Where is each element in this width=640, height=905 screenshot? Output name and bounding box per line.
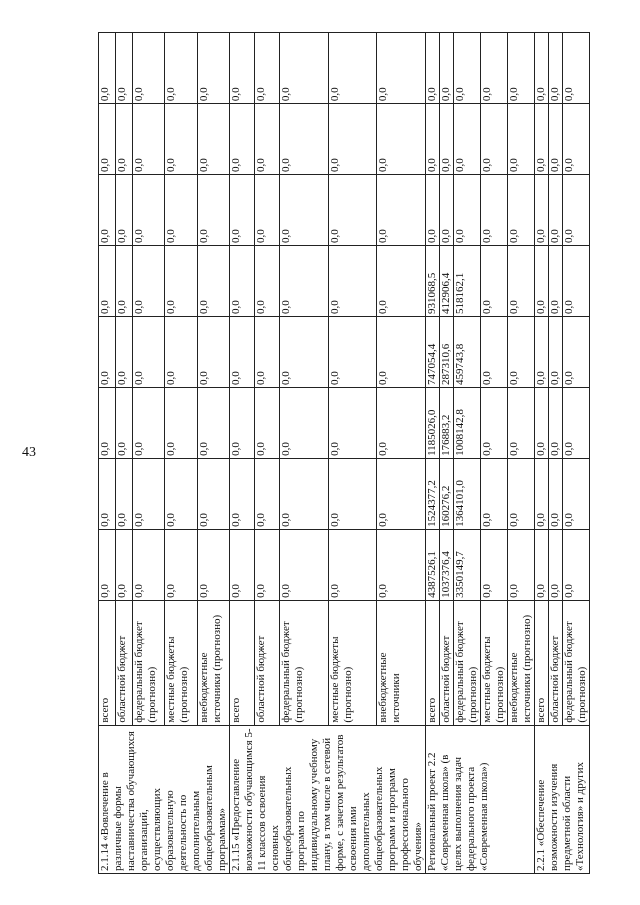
value-cell: 0,0 <box>377 387 426 458</box>
value-cell: 0,0 <box>563 175 590 246</box>
value-cell: 0,0 <box>197 175 230 246</box>
funding-source-cell: федеральный бюджет (прогнозно) <box>132 600 164 725</box>
value-cell: 0,0 <box>230 104 255 175</box>
value-cell: 1037376,4 <box>440 529 454 600</box>
value-cell: 0,0 <box>549 316 563 387</box>
value-cell: 0,0 <box>328 458 377 529</box>
value-cell: 0,0 <box>280 458 329 529</box>
program-name-cell: Региональный проект 2.2 «Современная школа» (в целях выполнения задач федерального проекта «Современная школа») <box>426 725 535 873</box>
value-cell: 0,0 <box>535 316 549 387</box>
value-cell: 0,0 <box>377 33 426 104</box>
value-cell: 0,0 <box>165 458 197 529</box>
value-cell: 0,0 <box>197 104 230 175</box>
value-cell: 0,0 <box>481 33 508 104</box>
value-cell: 0,0 <box>230 246 255 317</box>
table-row <box>230 33 255 874</box>
value-cell: 0,0 <box>132 246 164 317</box>
value-cell: 1524377,2 <box>426 458 440 529</box>
value-cell: 0,0 <box>549 104 563 175</box>
value-cell: 0,0 <box>481 529 508 600</box>
value-cell: 0,0 <box>549 175 563 246</box>
value-cell: 0,0 <box>280 33 329 104</box>
funding-source-cell: местные бюджеты (прогнозно) <box>328 600 377 725</box>
value-cell: 0,0 <box>115 529 132 600</box>
value-cell: 0,0 <box>377 316 426 387</box>
table-row <box>535 33 549 874</box>
funding-source-cell: областной бюджет <box>115 600 132 725</box>
funding-source-cell: всего <box>426 600 440 725</box>
value-cell: 0,0 <box>115 246 132 317</box>
value-cell: 0,0 <box>508 529 535 600</box>
value-cell: 0,0 <box>508 458 535 529</box>
value-cell: 0,0 <box>328 175 377 246</box>
value-cell: 931068,5 <box>426 246 440 317</box>
funding-source-cell: местные бюджеты (прогнозно) <box>165 600 197 725</box>
value-cell: 0,0 <box>535 33 549 104</box>
value-cell: 0,0 <box>99 175 116 246</box>
value-cell: 0,0 <box>165 104 197 175</box>
funding-source-cell: всего <box>99 600 116 725</box>
funding-source-cell: федеральный бюджет (прогнозно) <box>280 600 329 725</box>
value-cell: 0,0 <box>328 316 377 387</box>
value-cell: 0,0 <box>115 387 132 458</box>
value-cell: 0,0 <box>197 529 230 600</box>
value-cell: 0,0 <box>481 458 508 529</box>
value-cell: 0,0 <box>230 175 255 246</box>
value-cell: 0,0 <box>165 316 197 387</box>
value-cell: 0,0 <box>165 387 197 458</box>
value-cell: 0,0 <box>563 246 590 317</box>
value-cell: 0,0 <box>508 316 535 387</box>
value-cell: 0,0 <box>549 529 563 600</box>
value-cell: 176883,2 <box>440 387 454 458</box>
value-cell: 0,0 <box>132 175 164 246</box>
value-cell: 0,0 <box>535 458 549 529</box>
value-cell: 1185026,0 <box>426 387 440 458</box>
value-cell: 0,0 <box>563 316 590 387</box>
value-cell: 0,0 <box>255 316 280 387</box>
funding-source-cell: внебюджетные источники (прогнозно) <box>508 600 535 725</box>
value-cell: 1008142,8 <box>454 387 481 458</box>
value-cell: 0,0 <box>377 458 426 529</box>
value-cell: 0,0 <box>115 175 132 246</box>
value-cell: 0,0 <box>328 246 377 317</box>
value-cell: 0,0 <box>230 316 255 387</box>
table-row <box>99 33 116 874</box>
value-cell: 0,0 <box>99 529 116 600</box>
program-name-cell: 2.2.1 «Обеспечение возможности изучения предметной области «Технология» и других <box>535 725 590 873</box>
value-cell: 0,0 <box>377 529 426 600</box>
value-cell: 0,0 <box>454 33 481 104</box>
value-cell: 0,0 <box>255 104 280 175</box>
funding-source-cell: местные бюджеты (прогнозно) <box>481 600 508 725</box>
value-cell: 0,0 <box>99 387 116 458</box>
table-row <box>426 33 440 874</box>
value-cell: 0,0 <box>535 246 549 317</box>
funding-source-cell: областной бюджет <box>255 600 280 725</box>
value-cell: 0,0 <box>255 387 280 458</box>
value-cell: 0,0 <box>255 246 280 317</box>
value-cell: 0,0 <box>197 387 230 458</box>
value-cell: 0,0 <box>563 387 590 458</box>
funding-source-cell: внебюджетные источники (прогнозно) <box>197 600 230 725</box>
value-cell: 0,0 <box>481 387 508 458</box>
value-cell: 0,0 <box>115 33 132 104</box>
value-cell: 0,0 <box>230 529 255 600</box>
value-cell: 0,0 <box>165 175 197 246</box>
funding-source-cell: всего <box>230 600 255 725</box>
program-name-cell: 2.1.15 «Предоставление возможности обучающимся 5-11 классов освоения основных общеобразовательных программ по индивидуальному учебному плану, в том числе в сетевой форме, с зачетом результатов освоения ими дополнительных общеобразовательных программ и программ профессионального обучения» <box>230 725 426 873</box>
value-cell: 0,0 <box>197 33 230 104</box>
value-cell: 0,0 <box>132 529 164 600</box>
value-cell: 0,0 <box>535 387 549 458</box>
value-cell: 0,0 <box>377 175 426 246</box>
value-cell: 518162,1 <box>454 246 481 317</box>
value-cell: 0,0 <box>255 175 280 246</box>
value-cell: 0,0 <box>132 458 164 529</box>
value-cell: 0,0 <box>230 387 255 458</box>
value-cell: 0,0 <box>426 175 440 246</box>
value-cell: 0,0 <box>508 175 535 246</box>
value-cell: 0,0 <box>255 33 280 104</box>
value-cell: 0,0 <box>280 175 329 246</box>
value-cell: 0,0 <box>328 104 377 175</box>
value-cell: 0,0 <box>99 246 116 317</box>
value-cell: 0,0 <box>197 316 230 387</box>
value-cell: 0,0 <box>440 33 454 104</box>
rotated-table-area <box>98 32 588 874</box>
value-cell: 0,0 <box>426 104 440 175</box>
value-cell: 0,0 <box>132 316 164 387</box>
value-cell: 0,0 <box>132 33 164 104</box>
value-cell: 0,0 <box>549 33 563 104</box>
value-cell: 0,0 <box>377 104 426 175</box>
value-cell: 0,0 <box>280 104 329 175</box>
value-cell: 287310,6 <box>440 316 454 387</box>
funding-source-cell: внебюджетные источники <box>377 600 426 725</box>
value-cell: 0,0 <box>328 387 377 458</box>
funding-source-cell: областной бюджет <box>440 600 454 725</box>
value-cell: 0,0 <box>563 458 590 529</box>
value-cell: 0,0 <box>165 246 197 317</box>
budget-table <box>98 32 590 874</box>
value-cell: 0,0 <box>508 246 535 317</box>
value-cell: 0,0 <box>328 33 377 104</box>
value-cell: 0,0 <box>454 175 481 246</box>
value-cell: 0,0 <box>549 246 563 317</box>
value-cell: 0,0 <box>280 387 329 458</box>
value-cell: 0,0 <box>549 387 563 458</box>
value-cell: 0,0 <box>328 529 377 600</box>
value-cell: 0,0 <box>377 246 426 317</box>
value-cell: 0,0 <box>255 529 280 600</box>
value-cell: 0,0 <box>230 33 255 104</box>
value-cell: 3350149,7 <box>454 529 481 600</box>
value-cell: 0,0 <box>426 33 440 104</box>
funding-source-cell: федеральный бюджет (прогнозно) <box>454 600 481 725</box>
value-cell: 1364101,0 <box>454 458 481 529</box>
value-cell: 0,0 <box>440 175 454 246</box>
value-cell: 0,0 <box>280 246 329 317</box>
value-cell: 0,0 <box>280 529 329 600</box>
value-cell: 0,0 <box>99 316 116 387</box>
value-cell: 0,0 <box>508 387 535 458</box>
funding-source-cell: областной бюджет <box>549 600 563 725</box>
value-cell: 160276,2 <box>440 458 454 529</box>
value-cell: 0,0 <box>481 316 508 387</box>
value-cell: 0,0 <box>508 33 535 104</box>
value-cell: 0,0 <box>165 33 197 104</box>
value-cell: 0,0 <box>99 458 116 529</box>
value-cell: 0,0 <box>535 529 549 600</box>
value-cell: 0,0 <box>197 458 230 529</box>
value-cell: 0,0 <box>165 529 197 600</box>
value-cell: 0,0 <box>197 246 230 317</box>
value-cell: 0,0 <box>481 175 508 246</box>
value-cell: 0,0 <box>563 33 590 104</box>
value-cell: 0,0 <box>230 458 255 529</box>
funding-source-cell: федеральный бюджет (прогнозно) <box>563 600 590 725</box>
value-cell: 4387526,1 <box>426 529 440 600</box>
value-cell: 0,0 <box>563 529 590 600</box>
value-cell: 0,0 <box>115 458 132 529</box>
value-cell: 0,0 <box>115 104 132 175</box>
value-cell: 0,0 <box>132 387 164 458</box>
value-cell: 0,0 <box>440 104 454 175</box>
value-cell: 0,0 <box>481 104 508 175</box>
program-name-cell: 2.1.14 «Вовлечение в различные формы наставничества обучающихся организаций, осуществляющих образовательную деятельность по дополнительным общеобразовательным программам» <box>99 725 230 873</box>
value-cell: 0,0 <box>563 104 590 175</box>
value-cell: 747054,4 <box>426 316 440 387</box>
value-cell: 0,0 <box>549 458 563 529</box>
funding-source-cell: всего <box>535 600 549 725</box>
value-cell: 0,0 <box>280 316 329 387</box>
value-cell: 459743,8 <box>454 316 481 387</box>
value-cell: 412906,4 <box>440 246 454 317</box>
value-cell: 0,0 <box>481 246 508 317</box>
value-cell: 0,0 <box>99 104 116 175</box>
value-cell: 0,0 <box>535 175 549 246</box>
value-cell: 0,0 <box>255 458 280 529</box>
value-cell: 0,0 <box>132 104 164 175</box>
page-number: 43 <box>22 445 36 460</box>
value-cell: 0,0 <box>99 33 116 104</box>
value-cell: 0,0 <box>115 316 132 387</box>
value-cell: 0,0 <box>508 104 535 175</box>
value-cell: 0,0 <box>535 104 549 175</box>
value-cell: 0,0 <box>454 104 481 175</box>
